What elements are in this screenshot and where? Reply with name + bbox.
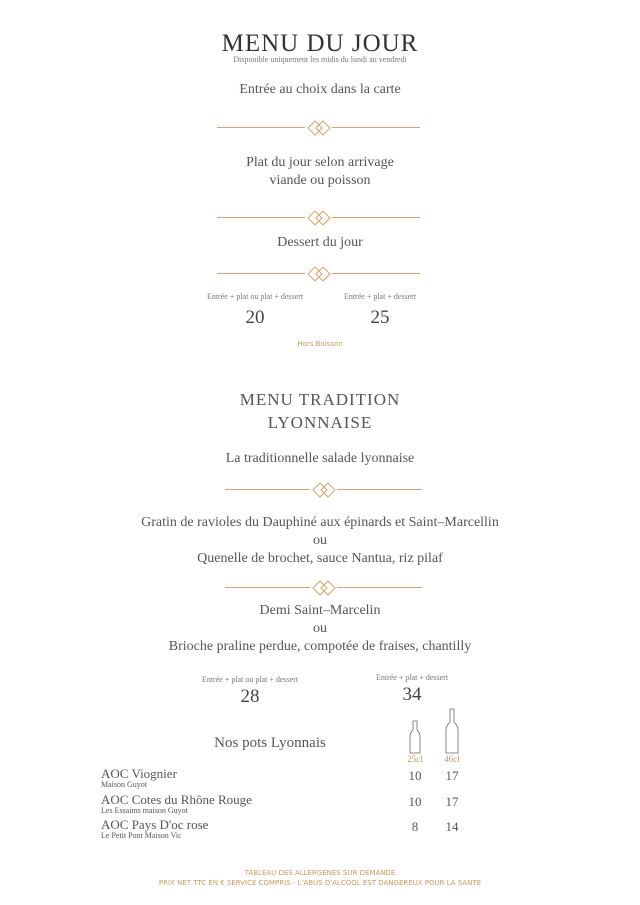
wine-item bbox=[101, 819, 208, 841]
wine-price-small: 10 bbox=[408, 794, 422, 809]
allergens-note: TABLEAU DES ALLERGENES SUR DEMANDE bbox=[244, 869, 396, 877]
or-separator: ou bbox=[313, 621, 327, 636]
wine-producer: Les Essaims maison Guyot bbox=[101, 806, 188, 815]
tradition-entree: La traditionnelle salade lyonnaise bbox=[225, 451, 415, 466]
menu-du-jour-title: MENU DU JOUR bbox=[221, 30, 419, 57]
wine-name: AOC Pays D'oc rose bbox=[101, 817, 209, 832]
wine-item bbox=[101, 768, 177, 790]
menu-du-jour-dessert: Dessert du jour bbox=[277, 235, 363, 250]
ornament-divider bbox=[217, 120, 420, 136]
drinks-note: Hors Boisson bbox=[297, 340, 343, 348]
tradition-dessert-option: Brioche praline perdue, compotée de fraises, chantilly bbox=[168, 639, 472, 654]
ornament-divider bbox=[217, 210, 420, 226]
size-small: 25cl bbox=[407, 754, 423, 764]
formula-price: 20 bbox=[245, 307, 265, 328]
legal-note: PRIX NET TTC EN € SERVICE COMPRIS - L'ABUS D'ALCOOL EST DANGEREUX POUR LA SANTE bbox=[158, 879, 482, 887]
tradition-title-line2: LYONNAISE bbox=[267, 413, 373, 432]
wine-producer: Maison Guyot bbox=[101, 780, 147, 789]
formula-label: Entrée + plat + dessert bbox=[343, 292, 417, 301]
tradition-dessert-option: Demi Saint–Marcelin bbox=[259, 603, 381, 618]
wine-name: AOC Viognier bbox=[101, 766, 177, 781]
wine-price-large: 17 bbox=[445, 794, 459, 809]
tradition-plat-option: Quenelle de brochet, sauce Nantua, riz pilaf bbox=[197, 551, 443, 566]
wines-title: Nos pots Lyonnais bbox=[214, 735, 326, 751]
tradition-title: MENU TRADITION bbox=[239, 390, 401, 409]
wine-item bbox=[101, 794, 252, 816]
size-large: 46cl bbox=[444, 754, 460, 764]
menu-du-jour-plat-detail: viande ou poisson bbox=[269, 173, 371, 188]
formula-price: 28 bbox=[240, 686, 260, 707]
wine-price-small: 8 bbox=[411, 819, 419, 834]
ornament-divider bbox=[225, 580, 422, 596]
formula-label: Entrée + plat ou plat + dessert bbox=[206, 292, 304, 301]
menu-du-jour-plat: Plat du jour selon arrivage bbox=[246, 155, 394, 170]
formula-label: Entrée + plat + dessert bbox=[375, 673, 449, 682]
small-bottle-icon bbox=[408, 720, 422, 754]
formula-label: Entrée + plat ou plat + dessert bbox=[201, 675, 299, 684]
wine-price-small: 10 bbox=[408, 768, 422, 783]
formula-price: 34 bbox=[402, 684, 422, 705]
wine-price-large: 14 bbox=[445, 819, 459, 834]
ornament-divider bbox=[225, 482, 422, 498]
formula-price: 25 bbox=[370, 307, 390, 328]
large-bottle-icon bbox=[444, 708, 460, 754]
menu-du-jour-entree: Entrée au choix dans la carte bbox=[239, 82, 401, 97]
menu-du-jour-subtitle: Disponible uniquement les midis du lundi au vendredi bbox=[233, 55, 407, 64]
ornament-divider bbox=[217, 266, 420, 282]
wine-name: AOC Cotes du Rhône Rouge bbox=[101, 792, 252, 807]
or-separator: ou bbox=[313, 533, 327, 548]
wine-price-large: 17 bbox=[445, 768, 459, 783]
tradition-plat-option: Gratin de ravioles du Dauphiné aux épinards et Saint–Marcellin bbox=[141, 515, 499, 530]
wine-producer: Le Petit Pont Maison Vic bbox=[101, 831, 182, 840]
